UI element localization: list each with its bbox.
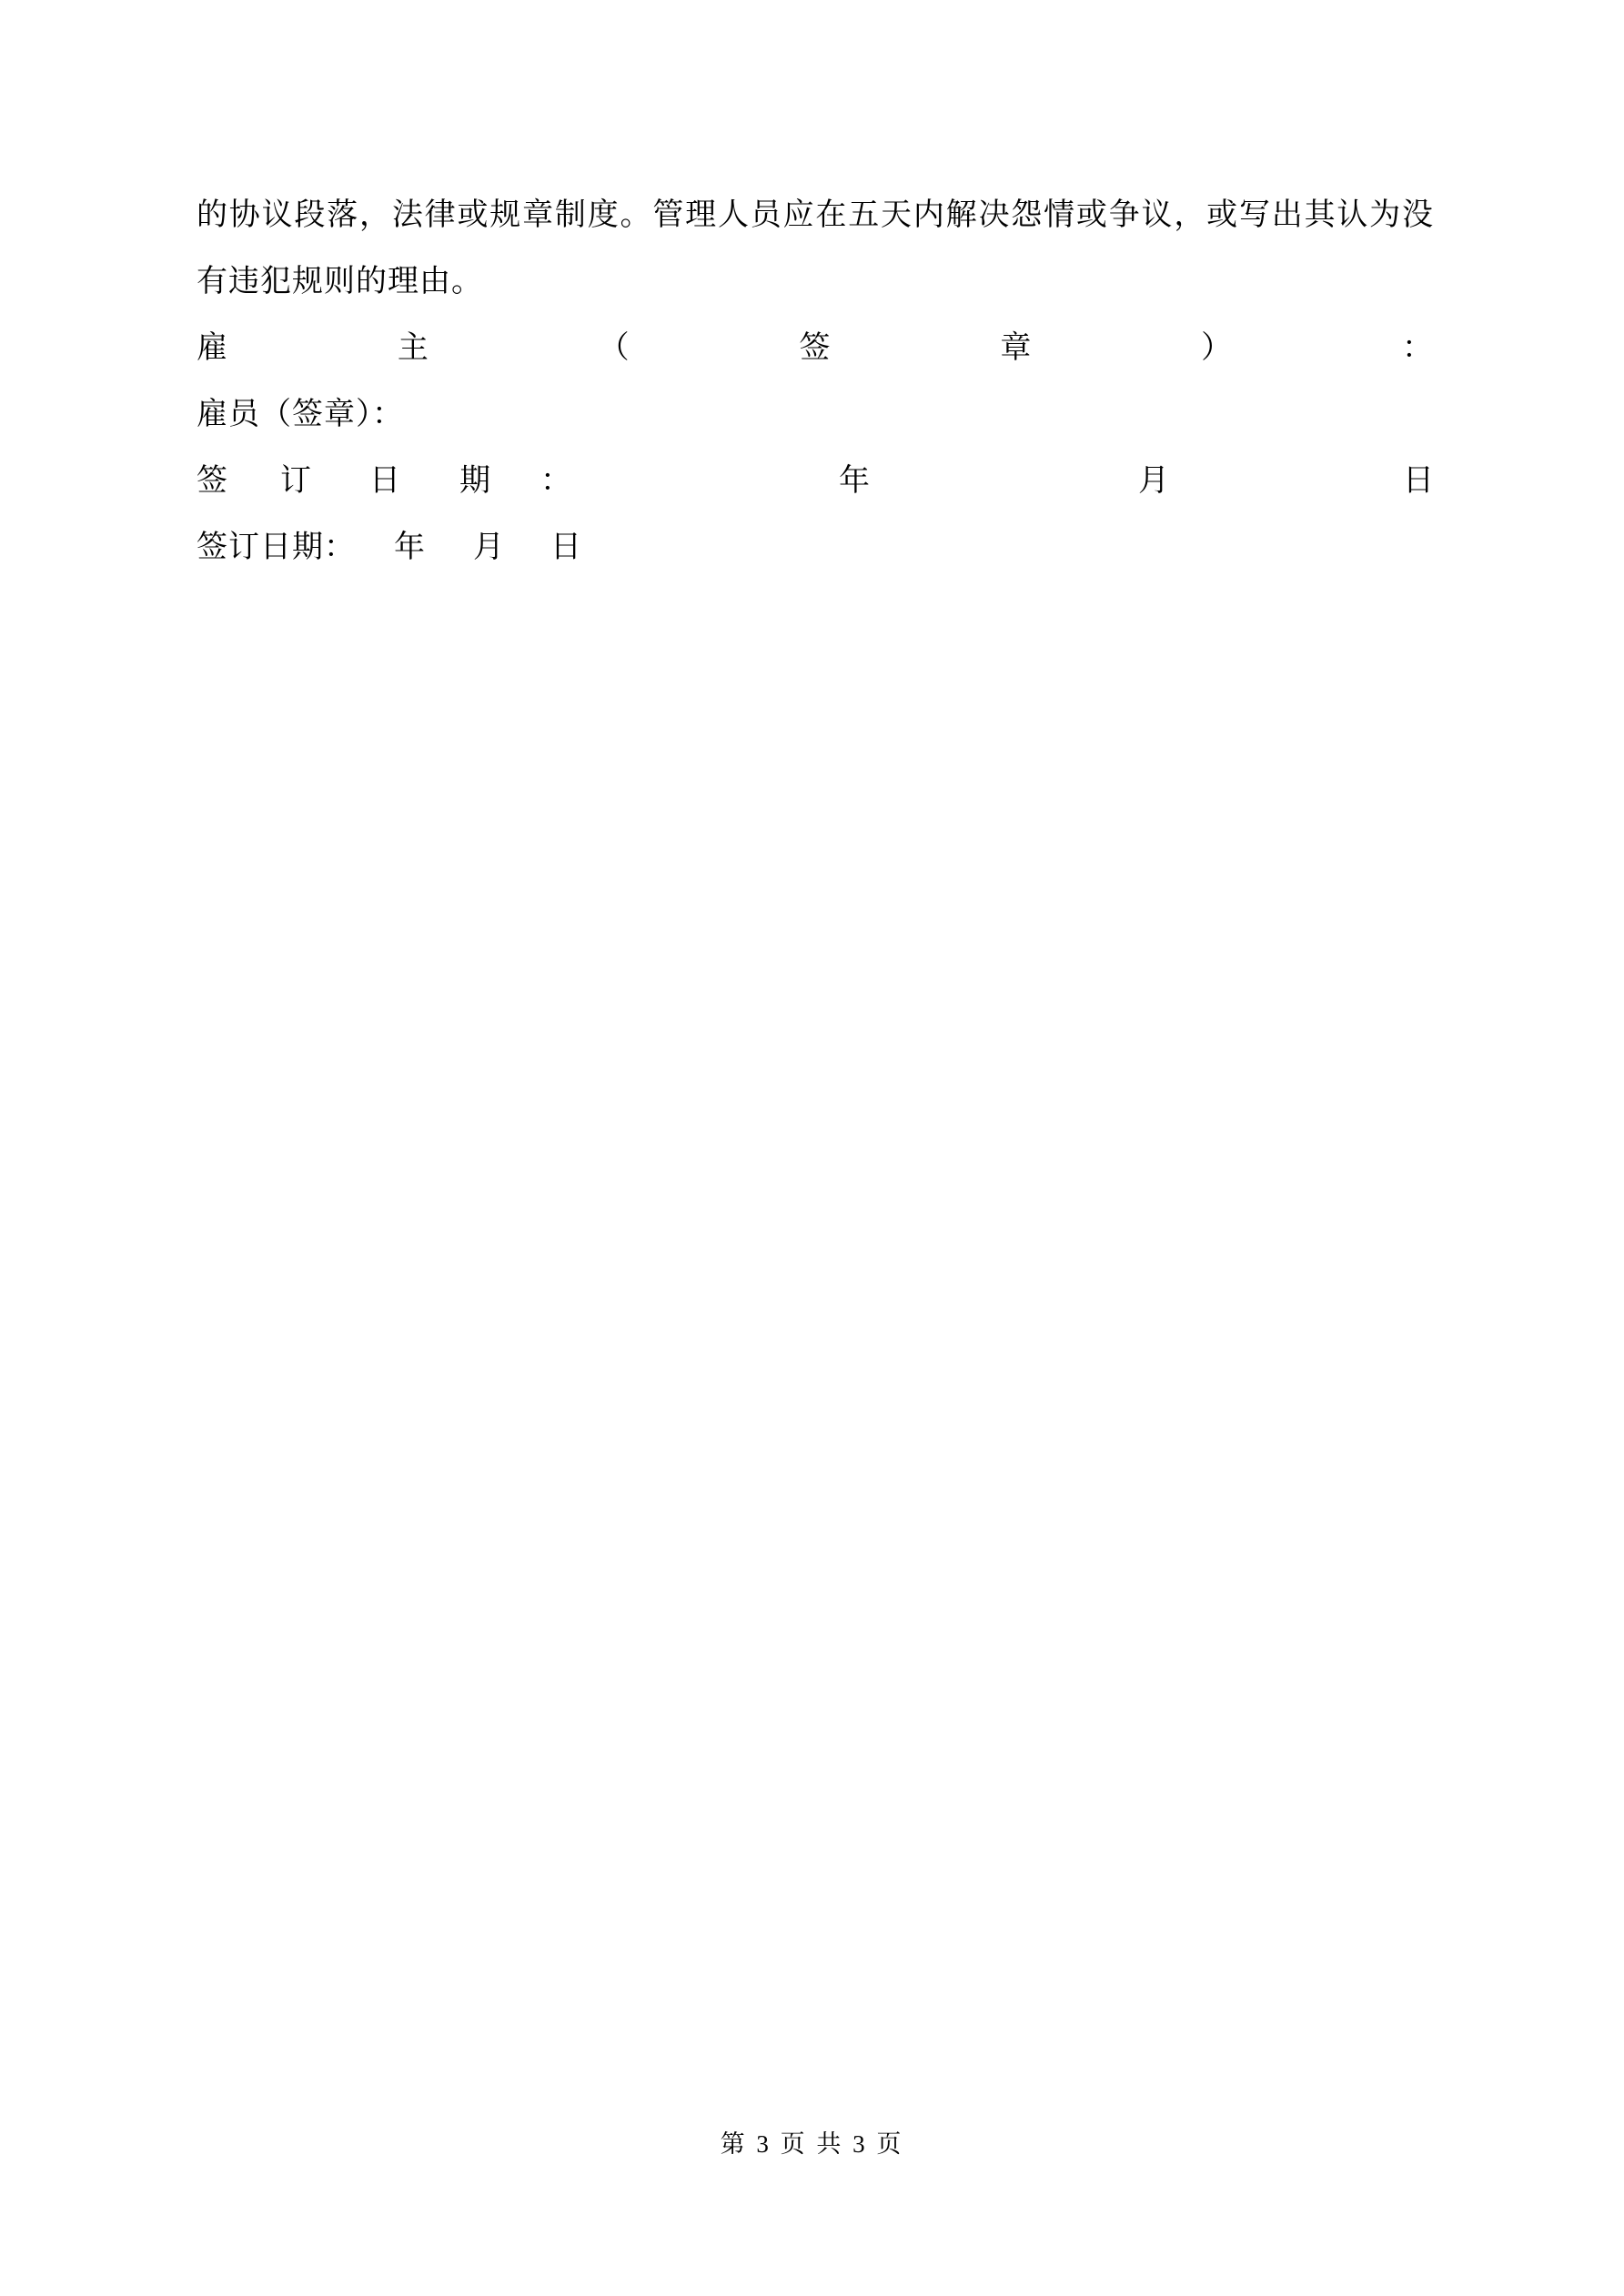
sign-date-char: 期: [459, 464, 491, 498]
sign-date-line-compact: [197, 514, 1434, 581]
closing-paragraph: [197, 182, 1434, 315]
sign-date-month-label: 月: [473, 531, 505, 564]
employer-signature-char: 签: [799, 331, 832, 365]
paragraph-line-2: 有违犯规则的理由。: [197, 265, 483, 298]
sign-date-line-distributed: [197, 448, 1434, 514]
page-number-footer: 第 3 页 共 3 页: [720, 2130, 904, 2158]
employer-signature-char: 主: [397, 331, 429, 365]
sign-date-day-label: 日: [1403, 464, 1435, 498]
employer-signature-char: 雇: [197, 331, 228, 365]
employer-signature-char: ）: [1201, 331, 1234, 365]
paragraph-line-1: 的协议段落，法律或规章制度。管理人员应在五天内解决怨情或争议，或写出其认为没: [197, 198, 1434, 232]
employee-signature-line: 雇员（签章）：: [197, 398, 404, 431]
employer-signature-char: ：: [1401, 331, 1434, 365]
sign-date-year-label: 年: [394, 531, 426, 564]
sign-date-month-label: 月: [1138, 464, 1170, 498]
sign-date-char: 订: [280, 464, 312, 498]
employer-signature-char: 章: [1000, 331, 1033, 365]
sign-date-char: 签: [197, 464, 228, 498]
sign-date-day-label: 日: [550, 531, 582, 564]
sign-date-prefix: 签订日期：: [197, 531, 356, 564]
sign-date-char: ：: [540, 464, 572, 498]
sign-date-char: 日: [369, 464, 401, 498]
employer-signature-char: （: [598, 331, 630, 365]
sign-date-year-label: 年: [839, 464, 871, 498]
document-content: [197, 182, 1434, 581]
employer-signature-line: [197, 315, 1434, 381]
